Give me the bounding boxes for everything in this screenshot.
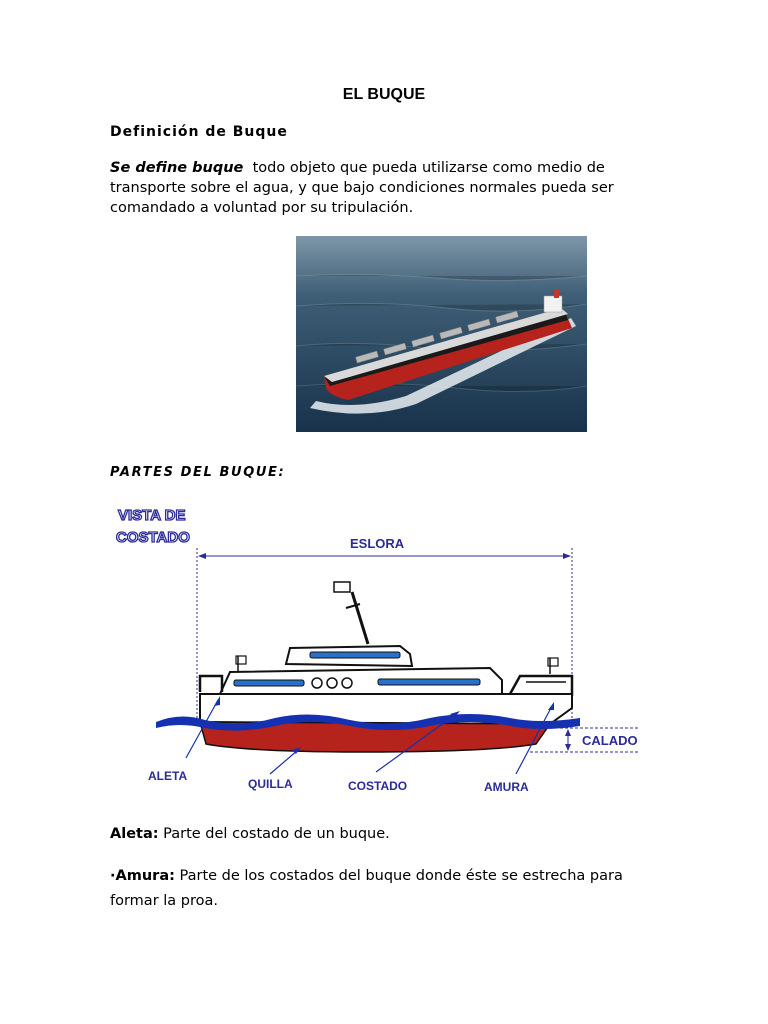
aleta-label: ALETA <box>148 769 188 783</box>
definition-heading: Definición de Buque <box>110 124 288 140</box>
aleta-text: Parte del costado de un buque. <box>163 826 390 842</box>
view-label-line2: COSTADO <box>116 529 190 546</box>
ship-funnel <box>554 290 559 298</box>
eslora-label: ESLORA <box>350 536 405 551</box>
ship-mast <box>352 592 368 644</box>
amura-text: Parte de los costados del buque donde éste se estrecha para formar la proa. <box>110 868 623 909</box>
costado-label: COSTADO <box>348 779 408 793</box>
amura-label: AMURA <box>484 780 529 794</box>
ship-bridge <box>544 296 562 312</box>
view-label-line1: VISTA DE <box>118 507 186 524</box>
aleta-term: Aleta: <box>110 826 159 842</box>
definition-text: todo objeto que pueda utilizarse como medio de transporte sobre el agua, y que bajo condiciones normales pueda ser comandado a voluntad por su tripulación. <box>110 160 614 216</box>
porthole <box>342 678 352 688</box>
definition-paragraph <box>110 158 630 218</box>
document-title: EL BUQUE <box>342 86 426 103</box>
aleta-definition <box>110 824 390 844</box>
mast-flag <box>334 582 350 592</box>
parts-heading: PARTES DEL BUQUE: <box>110 465 286 480</box>
amura-definition <box>110 864 630 914</box>
ship-photo <box>296 236 587 432</box>
porthole <box>327 678 337 688</box>
ship-side-view-diagram <box>110 496 650 806</box>
calado-label: CALADO <box>582 733 638 748</box>
stern-railing <box>200 676 222 692</box>
amura-term: ·Amura: <box>110 868 175 884</box>
definition-term: Se define buque <box>110 160 244 176</box>
quilla-arrow <box>270 750 298 774</box>
quilla-label: QUILLA <box>248 777 293 791</box>
porthole <box>312 678 322 688</box>
